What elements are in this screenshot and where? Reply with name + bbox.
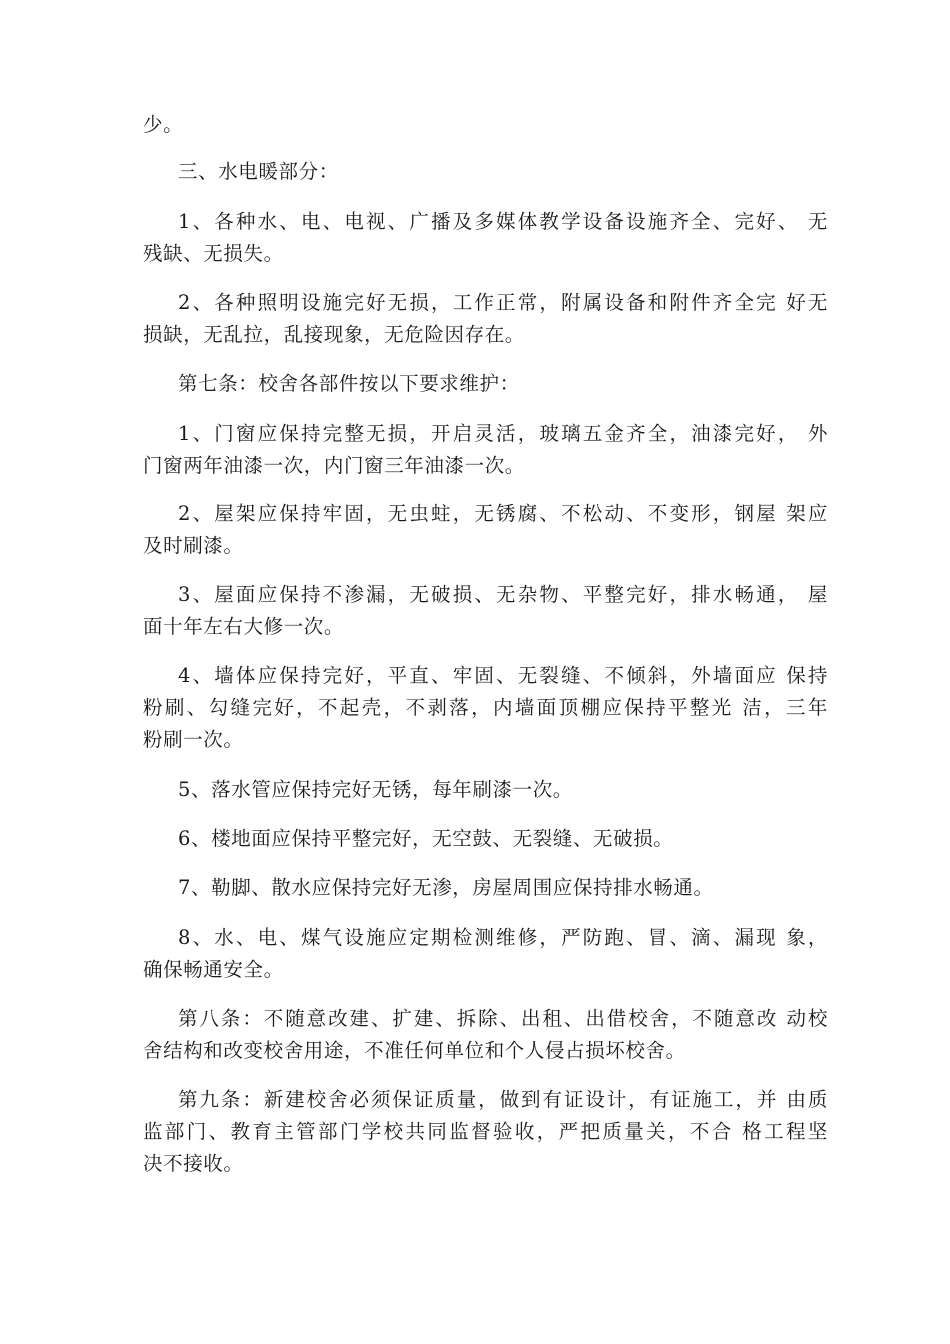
text-line: 1、各种水、电、电视、广播及多媒体教学设备设施齐全、完好、 无 <box>178 210 828 233</box>
text-line: 2、各种照明设施完好无损，工作正常，附属设备和附件齐全完 好无 <box>178 291 828 314</box>
text-line: 3、屋面应保持不渗漏，无破损、无杂物、平整完好，排水畅通， 屋 <box>178 583 828 606</box>
article-heading: 第八条：不随意改建、扩建、拆除、出租、出借校舍，不随意改 动校 <box>178 1007 828 1030</box>
section-heading: 三、水电暖部分： <box>178 160 339 183</box>
text-line: 损缺，无乱拉，乱接现象，无危险因存在。 <box>143 323 525 346</box>
text-line: 8、水、电、煤气设施应定期检测维修，严防跑、冒、滴、漏现 象， <box>178 926 828 949</box>
text-line: 残缺、无损失。 <box>143 242 284 265</box>
text-line: 确保畅通安全。 <box>143 958 284 981</box>
article-heading: 第七条：校舍各部件按以下要求维护： <box>178 372 520 395</box>
text-line: 监部门、教育主管部门学校共同监督验收，严把质量关，不合 格工程坚 <box>143 1120 828 1143</box>
text-line: 粉刷一次。 <box>143 728 244 751</box>
text-line: 少。 <box>143 113 184 136</box>
text-line: 面十年左右大修一次。 <box>143 615 345 638</box>
text-line: 及时刷漆。 <box>143 534 244 557</box>
text-line: 决不接收。 <box>143 1152 244 1175</box>
text-line: 粉刷、勾缝完好，不起壳，不剥落，内墙面顶棚应保持平整光 洁，三年 <box>143 696 828 719</box>
article-heading: 第九条：新建校舍必须保证质量，做到有证设计，有证施工，并 由质 <box>178 1088 828 1111</box>
text-line: 6、楼地面应保持平整完好，无空鼓、无裂缝、无破损。 <box>178 827 674 850</box>
text-line: 5、落水管应保持完好无锈，每年刷漆一次。 <box>178 778 573 801</box>
text-line: 1、门窗应保持完整无损，开启灵活，玻璃五金齐全，油漆完好， 外 <box>178 422 828 445</box>
text-line: 7、勒脚、散水应保持完好无渗，房屋周围应保持排水畅通。 <box>178 876 714 899</box>
text-line: 4、墙体应保持完好，平直、牢固、无裂缝、不倾斜，外墙面应 保持 <box>178 664 828 687</box>
text-line: 舍结构和改变校舍用途，不准任何单位和个人侵占损坏校舍。 <box>143 1039 686 1062</box>
text-line: 门窗两年油漆一次，内门窗三年油漆一次。 <box>143 454 525 477</box>
text-line: 2、屋架应保持牢固，无虫蛀，无锈腐、不松动、不变形，钢屋 架应 <box>178 502 828 525</box>
